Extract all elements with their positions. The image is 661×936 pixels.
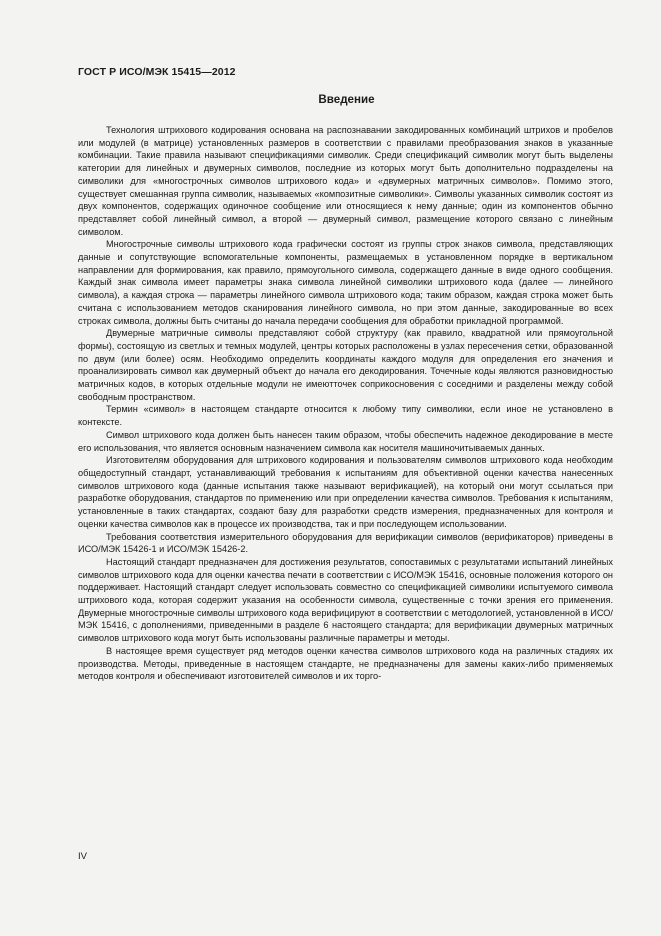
section-title: Введение	[318, 93, 375, 106]
standard-header: ГОСТ Р ИСО/МЭК 15415—2012	[78, 66, 236, 78]
paragraph: Технология штрихового кодирования основана на распознавании закодированных комбинаций штрихов и пробелов или модулей (в матрице) установленных размеров в соответствии с правилами преобразования знаков в указанные комбинации. Такие правила называют спецификациями символик. Среди спецификаций символик могут быть выделены категории для линейных и двумерных символов, последние из которых могут быть дополнительно подразделены на символики для «многострочных символов штрихового кода» и «двумерных матричных символов». Помимо этого, существует смешанная группа символик, называемых «композитные символики». Символы указанных символик состоят из двух компонентов, содержащих одиночное сообщение или относящиеся к нему данные; один из компонентов обычно представляет собой линейный символ, а второй — двумерный символ, размещение которого связано с линейным символом.	[78, 125, 613, 237]
paragraph: Термин «символ» в настоящем стандарте относится к любому типу символики, если иное не установлено в контексте.	[78, 404, 613, 428]
paragraph: Настоящий стандарт предназначен для достижения результатов, сопоставимых с результатами испытаний линейных символов штрихового кода для оценки качества печати в соответствии с ИСО/МЭК 15416, основные положения которого он поддерживает. Настоящий стандарт следует использовать совместно со спецификацией символики испытуемого символа штрихового кода, которая содержит указания на особенности символа, существенные с точки зрения его применения. Двумерные многострочные символы штрихового кода верифицируют в соответствии с методологией, установленной в ИСО/МЭК 15416, с дополнениями, приведенными в разделе 6 настоящего стандарта; для верификации двумерных матричных символов штрихового кода могут быть использованы различные параметры и методы.	[78, 556, 613, 644]
page-number: IV	[78, 851, 87, 862]
paragraph: В настоящее время существует ряд методов оценки качества символов штрихового кода на различных стадиях их производства. Методы, приведенные в настоящем стандарте, не предназначены для замены каких-либо применяемых методов контроля и обеспечивают изготовителей символов и их торго-	[78, 645, 613, 682]
paragraph: Двумерные матричные символы представляют собой структуру (как правило, квадратной или прямоугольной формы), состоящую из светлых и темных модулей, центры которых расположены в узлах пересечения сетки, образованной по двум (или более) осям. Необходимо определить координаты каждого модуля для определения его значения и проанализировать символ как двумерный объект до начала его декодирования. Точечные коды являются разновидностью матричных кодов, в которых отдельные модули не имеютточек соприкосновения с соседними и разделены между собой свободным пространством.	[78, 328, 613, 402]
paragraph: Требования соответствия измерительного оборудования для верификации символов (верификаторов) приведены в ИСО/МЭК 15426-1 и ИСО/МЭК 15426-2.	[78, 531, 613, 555]
body-text	[78, 124, 613, 683]
paragraph: Многострочные символы штрихового кода графически состоят из группы строк знаков символа, представляющих данные и сопутствующие вспомогательные компоненты, размещаемых в установленном порядке в вертикальном направлении для формирования, как правило, прямоугольного символа, содержащего данные в виде одного сообщения. Каждый знак символа имеет параметры знака символа линейной символики штрихового кода (далее — линейного символа), а каждая строка — параметры линейного символа штрихового кода; таким образом, каждая строка может быть считана с использованием методов сканирования линейного символа, но при этом данные, закодированные во всех строках символа, должны быть считаны до начала передачи сообщения для обработки прикладной программой.	[78, 239, 613, 326]
paragraph: Символ штрихового кода должен быть нанесен таким образом, чтобы обеспечить надежное декодирование в месте его использования, что является основным назначением символа как носителя машиночитываемых данных.	[78, 429, 613, 453]
paragraph: Изготовителям оборудования для штрихового кодирования и пользователям символов штрихового кода необходим общедоступный стандарт, устанавливающий требования к испытаниям для объективной оценки качества нанесенных символов штрихового кода (данные испытания также называют верификацией), на который они могут ссылаться при разработке оборудования, стандартов по применению или при определении качества символов. Требования к испытаниям, установленные в таких стандартах, создают базу для разработки средств измерения, предназначенных для контроля и оценки качества символов как в процессе их производства, так и при последующем использовании.	[78, 455, 613, 529]
